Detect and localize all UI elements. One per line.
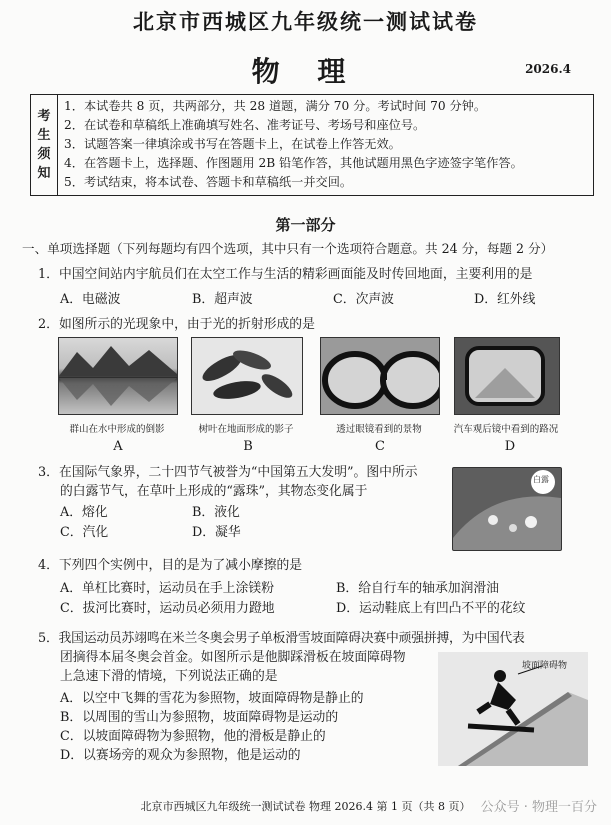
q2-letter-c: C bbox=[375, 439, 385, 454]
page-footer: 北京市西城区九年级统一测试试卷 物理 2026.4 第 1 页（共 8 页） bbox=[140, 800, 471, 813]
q1-option-a: A．电磁波 bbox=[60, 292, 121, 307]
q3-option-a: A．熔化 bbox=[60, 505, 108, 520]
leaf-shadow-illustration bbox=[192, 338, 302, 414]
notice-label-char: 生 bbox=[37, 128, 51, 143]
q3-option-b: B．液化 bbox=[192, 505, 240, 520]
q3-stem-line2: 的白露节气，在草叶上形成的“露珠”，其物态变化属于 bbox=[60, 484, 368, 499]
q2-letter-d: D bbox=[504, 439, 516, 454]
obstacle-label: 坡面障碍物 bbox=[522, 661, 568, 671]
q5-stem-line1: 5．我国运动员苏翊鸣在米兰冬奥会男子单板滑雪坡面障碍决赛中顽强拼搏，为中国代表 bbox=[38, 631, 525, 646]
notice-label-char: 考 bbox=[37, 109, 51, 124]
q5-option-d: D．以赛场旁的观众为参照物，他是运动的 bbox=[60, 748, 301, 763]
q3-option-c: C．汽化 bbox=[60, 525, 109, 540]
q2-stem: 2．如图所示的光现象中，由于光的折射形成的是 bbox=[38, 317, 315, 332]
q1-option-d: D．红外线 bbox=[474, 292, 536, 307]
notice-box bbox=[30, 94, 594, 196]
q2-letter-a: A bbox=[113, 439, 123, 454]
q4-option-c: C．拔河比赛时，运动员必须用力蹬地 bbox=[60, 601, 275, 616]
car-mirror-illustration bbox=[455, 338, 559, 414]
notice-item: 1．本试卷共 8 页，共两部分，共 28 道题，满分 70 分。考试时间 70 分钟。 bbox=[64, 99, 487, 113]
exam-date: 2026.4 bbox=[525, 62, 571, 76]
page-title: 北京市西城区九年级统一测试试卷 bbox=[133, 9, 478, 34]
car-mirror-image bbox=[454, 337, 560, 415]
subject-title: 物 理 bbox=[251, 55, 360, 88]
q4-option-b: B．给自行车的轴承加润滑油 bbox=[336, 581, 499, 596]
q3-stem-line1: 3．在国际气象界，二十四节气被誉为“中国第五大发明”。图中所示 bbox=[38, 465, 418, 480]
q2-caption-c: 透过眼镜看到的景物 bbox=[336, 424, 422, 435]
q5-stem-line2: 团摘得本届冬奥会首金。如图所示是他脚踩滑板在坡面障碍物 bbox=[60, 650, 406, 665]
q2-caption-d: 汽车观后镜中看到的路况 bbox=[453, 424, 559, 435]
q2-caption-b: 树叶在地面形成的影子 bbox=[198, 424, 294, 435]
leaf-shadow-image bbox=[191, 337, 303, 415]
dew-image bbox=[452, 467, 562, 551]
snowboard-image bbox=[438, 652, 588, 766]
notice-item: 3．试题答案一律填涂或书写在答题卡上，在试卷上作答无效。 bbox=[64, 137, 401, 151]
q5-stem-line3: 上急速下滑的情境，下列说法正确的是 bbox=[60, 669, 278, 684]
mountain-reflection-illustration bbox=[59, 338, 177, 414]
q4-option-d: D．运动鞋底上有凹凸不平的花纹 bbox=[336, 601, 526, 616]
notice-item: 4．在答题卡上，选择题、作图题用 2B 铅笔作答，其他试题用黑色字迹签字笔作答。 bbox=[64, 156, 523, 170]
q4-option-a: A．单杠比赛时，运动员在手上涂镁粉 bbox=[60, 581, 274, 596]
notice-list bbox=[58, 95, 593, 195]
notice-label bbox=[31, 95, 58, 195]
section-title: 第一部分 bbox=[275, 216, 336, 234]
q1-option-c: C．次声波 bbox=[333, 292, 394, 307]
notice-label-char: 知 bbox=[37, 166, 51, 181]
dew-image-text: 白露 bbox=[533, 475, 549, 484]
q3-option-d: D．凝华 bbox=[192, 525, 241, 540]
notice-label-char: 须 bbox=[37, 147, 51, 162]
part-heading: 一、单项选择题（下列每题均有四个选项，其中只有一个选项符合题意。共 24 分，每题 2 分） bbox=[22, 241, 554, 256]
q2-caption-a: 群山在水中形成的倒影 bbox=[69, 424, 165, 435]
glasses-illustration bbox=[321, 338, 439, 414]
q4-stem: 4．下列四个实例中，目的是为了减小摩擦的是 bbox=[38, 558, 303, 573]
q2-letter-b: B bbox=[243, 439, 253, 454]
q1-stem: 1．中国空间站内宇航员们在太空工作与生活的精彩画面能及时传回地面，主要利用的是 bbox=[38, 267, 533, 282]
q5-option-a: A．以空中飞舞的雪花为参照物，坡面障碍物是静止的 bbox=[60, 691, 364, 706]
q5-option-b: B．以周围的雪山为参照物，坡面障碍物是运动的 bbox=[60, 710, 339, 725]
q1-option-b: B．超声波 bbox=[192, 292, 253, 307]
q5-option-c: C．以坡面障碍物为参照物，他的滑板是静止的 bbox=[60, 729, 326, 744]
mountain-reflection-image bbox=[58, 337, 178, 415]
notice-item: 5．考试结束，将本试卷、答题卡和草稿纸一并交回。 bbox=[64, 175, 353, 189]
watermark: 公众号 · 物理一百分 bbox=[480, 800, 597, 815]
glasses-view-image bbox=[320, 337, 440, 415]
notice-item: 2．在试卷和草稿纸上准确填写姓名、准考证号、考场号和座位号。 bbox=[64, 118, 426, 132]
